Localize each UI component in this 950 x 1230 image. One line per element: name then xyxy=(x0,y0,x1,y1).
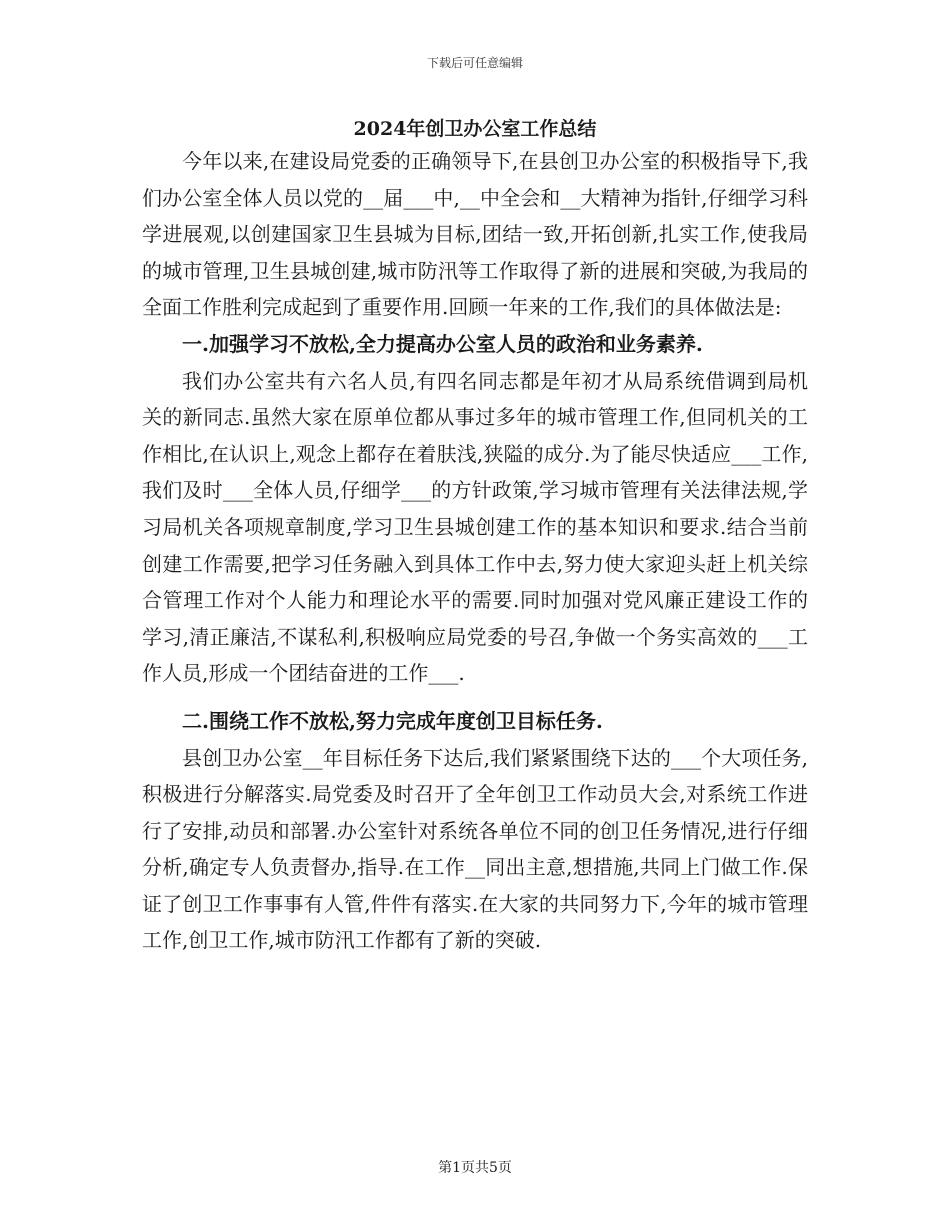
intro-paragraph: 今年以来,在建设局党委的正确领导下,在县创卫办公室的积极指导下,我们办公室全体人员以党的__届___中,__中全会和__大精神为指针,仔细学习科学进展观,以创建国家卫生县城为目标,团结一致,开拓创新,扎实工作,使我局的城市管理,卫生县城创建,城市防汛等工作取得了新的进展和突破,为我局的全面工作胜利完成起到了重要作用.回顾一年来的工作,我们的具体做法是: xyxy=(142,149,808,320)
document-title: 2024年创卫办公室工作总结 xyxy=(353,118,597,140)
document-body xyxy=(142,143,808,959)
section-paragraph-1: 我们办公室共有六名人员,有四名同志都是年初才从局系统借调到局机关的新同志.虽然大家在原单位都从事过多年的城市管理工作,但同机关的工作相比,在认识上,观念上都存在着肤浅,狭隘的成分.为了能尽快适应___工作,我们及时___全体人员,仔细学___的方针政策,学习城市管理有关法律法规,学习局机关各项规章制度,学习卫生县城创建工作的基本知识和要求.结合当前创建工作需要,把学习任务融入到具体工作中去,努力使大家迎头赶上机关综合管理工作对个人能力和理论水平的需要.同时加强对党风廉正建设工作的学习,清正廉洁,不谋私利,积极响应局党委的号召,争做一个务实高效的___工作人员,形成一个团结奋进的工作___. xyxy=(142,368,808,686)
section-paragraph-2: 县创卫办公室__年目标任务下达后,我们紧紧围绕下达的___个大项任务,积极进行分解落实.局党委及时召开了全年创卫工作动员大会,对系统工作进行了安排,动员和部署.办公室针对系统各单位不同的创卫任务情况,进行仔细分析,确定专人负责督办,指导.在工作__同出主意,想措施,共同上门做工作.保证了创卫工作事事有人管,件件有落实.在大家的共同努力下,今年的城市管理工作,创卫工作,城市防汛工作都有了新的突破. xyxy=(142,745,808,953)
section-heading-1: 一.加强学习不放松,全力提高办公室人员的政治和业务素养. xyxy=(182,331,703,356)
page-footer: 第1页共5页 xyxy=(438,1160,512,1176)
page-header-note: 下载后可任意编辑 xyxy=(426,56,523,70)
section-heading-2: 二.围绕工作不放松,努力完成年度创卫目标任务. xyxy=(182,708,603,733)
